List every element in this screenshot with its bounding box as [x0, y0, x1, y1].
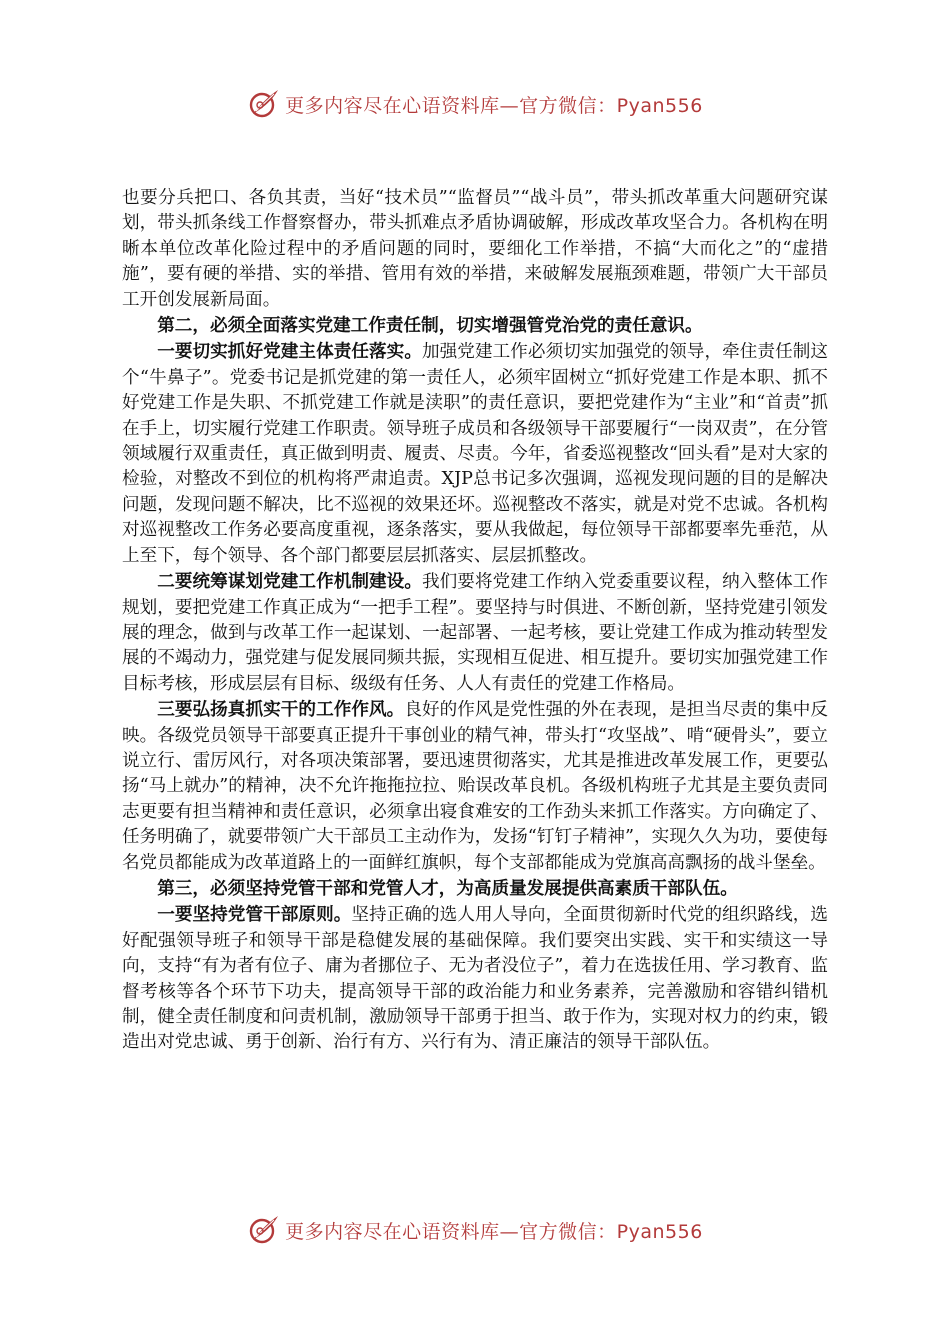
header-banner-text	[285, 91, 703, 118]
footer-banner	[0, 1210, 950, 1250]
header-banner	[0, 84, 950, 124]
paragraph-lead: 一要切实抓好党建主体责任落实。	[157, 341, 422, 363]
feather-pen-logo-icon	[247, 1213, 281, 1247]
paragraph-text: 也要分兵把口、各负其责，当好“技术员”“监督员”“战斗员”，带头抓改革重大问题研究谋划，带头抓条线工作督察督办，带头抓难点矛盾协调破解，形成改革攻坚合力。各机构在明晰本单位改革化险过程中的矛盾问题的同时，要细化工作举措，不搞“大而化之”的“虚措施”，要有硬的举措、实的举措、管用有效的举措，来破解发展瓶颈难题，带领广大干部员工开创发展新局面。	[122, 188, 828, 310]
paragraph-3-1	[122, 902, 828, 1055]
paragraph-lead: 二要统筹谋划党建工作机制建设。	[157, 571, 422, 593]
header-banner-label: 更多内容尽在心语资料库—官方微信：	[285, 94, 617, 117]
footer-wechat-id: Pyan556	[616, 1220, 703, 1243]
section-heading-2	[122, 313, 828, 339]
paragraph-2-2	[122, 569, 828, 697]
paragraph-text: 加强党建工作必须切实加强党的领导，牵住责任制这个“牛鼻子”。党委书记是抓党建的第一责任人，必须牢固树立“抓好党建工作是本职、抓不好党建工作是失职、不抓党建工作就是渎职”的责任意识，要把党建作为“主业”和“首责”抓在手上，切实履行党建工作职责。领导班子成员和各级领导干部要履行“一岗双责”，在分管领域履行双重责任，真正做到明责、履责、尽责。今年，省委巡视整改“回头看”是对大家的检验，对整改不到位的机构将严肃追责。XJP总书记多次强调，巡视发现问题的目的是解决问题，发现问题不解决，比不巡视的效果还坏。巡视整改不落实，就是对党不忠诚。各机构对巡视整改工作务必要高度重视，逐条落实，要从我做起，每位领导干部都要率先垂范，从上至下，每个领导、各个部门都要层层抓落实、层层抓整改。	[122, 342, 828, 566]
footer-banner-label: 更多内容尽在心语资料库—官方微信：	[285, 1220, 617, 1243]
paragraph-lead: 一要坚持党管干部原则。	[157, 904, 352, 926]
feather-pen-logo-icon	[247, 87, 281, 121]
paragraph-text: 坚持正确的选人用人导向，全面贯彻新时代党的组织路线，选好配强领导班子和领导干部是稳健发展的基础保障。我们要突出实践、实干和实绩这一导向，支持“有为者有位子、庸为者挪位子、无为者没位子”，着力在选拔任用、学习教育、监督考核等各个环节下功夫，提高领导干部的政治能力和业务素养，完善激励和容错纠错机制，健全责任制度和问责机制，激励领导干部勇于担当、敢于作为，实现对权力的约束，锻造出对党忠诚、勇于创新、治行有方、兴行有为、清正廉洁的领导干部队伍。	[122, 905, 828, 1053]
header-wechat-id: Pyan556	[616, 94, 703, 117]
section-heading-3	[122, 876, 828, 902]
section-heading-text: 第三，必须坚持党管干部和党管人才，为高质量发展提供高素质干部队伍。	[157, 877, 738, 899]
paragraph-text: 我们要将党建工作纳入党委重要议程，纳入整体工作规划，要把党建工作真正成为“一把手工程”。要坚持与时俱进、不断创新，坚持党建引领发展的理念，做到与改革工作一起谋划、一起部署、一起考核，要让党建工作成为推动转型发展的不竭动力，强党建与促发展同频共振，实现相互促进、相互提升。要切实加强党建工作目标考核，形成层层有目标、级级有任务、人人有责任的党建工作格局。	[122, 572, 828, 694]
paragraph-continued	[122, 186, 828, 313]
paragraph-lead: 三要弘扬真抓实干的工作作风。	[157, 699, 405, 721]
paragraph-text: 良好的作风是党性强的外在表现，是担当尽责的集中反映。各级党员领导干部要真正提升干事创业的精气神，带头打“攻坚战”、啃“硬骨头”，要立说立行、雷厉风行，对各项决策部署，要迅速贯彻落实，尤其是推进改革发展工作，更要弘扬“马上就办”的精神，决不允许拖拖拉拉、贻误改革良机。各级机构班子尤其是主要负责同志更要有担当精神和责任意识，必须拿出寝食难安的工作劲头来抓工作落实。方向确定了、任务明确了，就要带领广大干部员工主动作为，发扬“钉钉子精神”，实现久久为功，要使每名党员都能成为改革道路上的一面鲜红旗帜，每个支部都能成为党旗高高飘扬的战斗堡垒。	[122, 700, 828, 873]
footer-banner-text	[285, 1217, 703, 1244]
document-body	[122, 186, 828, 1056]
paragraph-2-3	[122, 697, 828, 876]
section-heading-text: 第二，必须全面落实党建工作责任制，切实增强管党治党的责任意识。	[157, 315, 703, 337]
paragraph-2-1	[122, 339, 828, 569]
